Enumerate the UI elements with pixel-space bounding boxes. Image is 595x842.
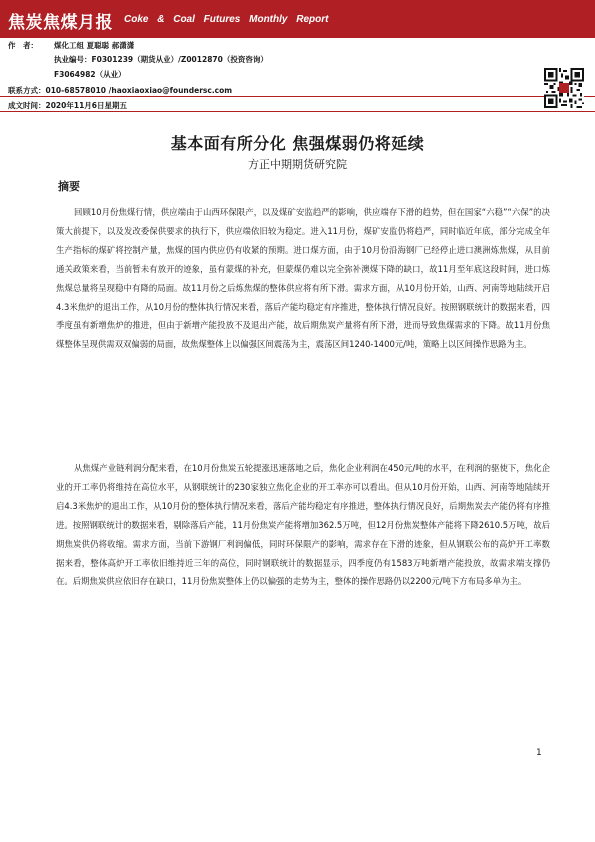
brand-title-cn: 焦炭焦煤月报 xyxy=(8,13,113,33)
author-names: 煤化工组 夏聪聪 郝潇潇 xyxy=(54,41,135,50)
contact-info: 010-68578010 /haoxiaoxiao@foundersc.com xyxy=(45,86,233,95)
license-row-1 xyxy=(54,54,268,65)
brand-title-en: Coke & Coal Futures Monthly Report xyxy=(124,14,329,25)
qr-code-icon xyxy=(544,68,584,108)
report-date: 2020年11月6日星期五 xyxy=(45,101,128,110)
license-row-2 xyxy=(54,69,126,80)
contact-label: 联系方式： xyxy=(8,86,46,95)
date-label: 成文时间： xyxy=(8,101,46,110)
meta-divider xyxy=(0,96,595,97)
meta-divider-bottom xyxy=(0,111,595,112)
report-banner xyxy=(0,0,595,38)
author-label: 作 者： xyxy=(8,41,38,50)
abstract-heading: 摘要 xyxy=(58,180,80,193)
date-row xyxy=(8,100,127,111)
abstract-paragraph-2: 从焦煤产业链利润分配来看，在10月份焦炭五轮提涨迅速落地之后，焦化企业利润在450元/吨的水平，在利润的驱使下，焦化企业的开工率仍将维持在高位水平，从钢联统计的230家独立焦化企业的开工率亦可以看出。但从10月份开始，山西、河南等地陆续开启4.3米焦炉的退出工作，从10月份的整体执行情况来看，落后产能均稳定有序推进，整体执行情况良好，后期焦炭去产能仍将有序推进。按照钢联统计的数据来看，剔除落后产能，11月份焦炭产能将增加362.5万吨，但12月份焦炭整体产能将下降2610.5万吨，故后期焦炭供仍将收缩。需求方面，当前下游钢厂利润偏低，同时环保限产的影响，需求存在下滑的迹象，但从钢联公布的高炉开工率数据来看，整体高炉开工率依旧维持近三年的高位，同时钢联统计的数据显示，四季度仍有1583万吨新增产能投放，故需求端支撑仍在。后期焦炭供应依旧存在缺口，11月份焦炭整体上仍以偏强的走势为主，整体的操作思路仍以2200元/吨下方布局多单为主。 xyxy=(56,463,550,587)
contact-row xyxy=(8,85,232,96)
page-number: 1 xyxy=(536,748,542,758)
author-row xyxy=(8,40,134,51)
report-institute: 方正中期期货研究院 xyxy=(248,158,347,171)
license-number-1: F0301239（期货从业）/Z0012870（投资咨询） xyxy=(91,55,268,64)
license-number-2: F3064982（从业） xyxy=(54,70,126,79)
report-title: 基本面有所分化 焦强煤弱仍将延续 xyxy=(170,134,425,153)
license-label: 执业编号： xyxy=(54,55,92,64)
abstract-paragraph-1: 回顾10月份焦煤行情，供应端由于山西环保限产，以及煤矿安监趋严的影响，供应端存下滑的趋势，但在国家“六稳”“六保”的决策大前提下，以及发改委保供要求的执行下，供应端依旧较为稳定。进入11月份，煤矿安监仍将趋严，同时临近年底，部分完成全年生产指标的煤矿将控制产量，焦煤的国内供应仍有收紧的预期。进口煤方面，由于10月份沿海钢厂已经停止进口澳洲炼焦煤，从目前通关政策来看，当前暂未有放开的迹象，虽有蒙煤的补充，但蒙煤仍难以完全弥补澳煤下降的缺口，故11月至年底这段时间，进口炼焦煤总量将呈现稳中有降的局面。故11月份之后炼焦煤的整体供应将有所下滑。需求方面，从10月份开始，山西、河南等地陆续开启4.3米焦炉的退出工作，从10月份的整体执行情况来看，落后产能均稳定有序推进，整体执行情况良好。按照钢联统计的数据来看，四季度虽有新增焦炉的推进，但由于新增产能投放不及退出产能，故后期焦炭产量将有所下滑，进而导致焦煤需求的下降。故11月份焦煤整体呈现供需双双偏弱的局面，故焦煤整体上以偏强区间震荡为主，震荡区间1240-1400元/吨，策略上以区间操作思路为主。 xyxy=(56,207,550,350)
